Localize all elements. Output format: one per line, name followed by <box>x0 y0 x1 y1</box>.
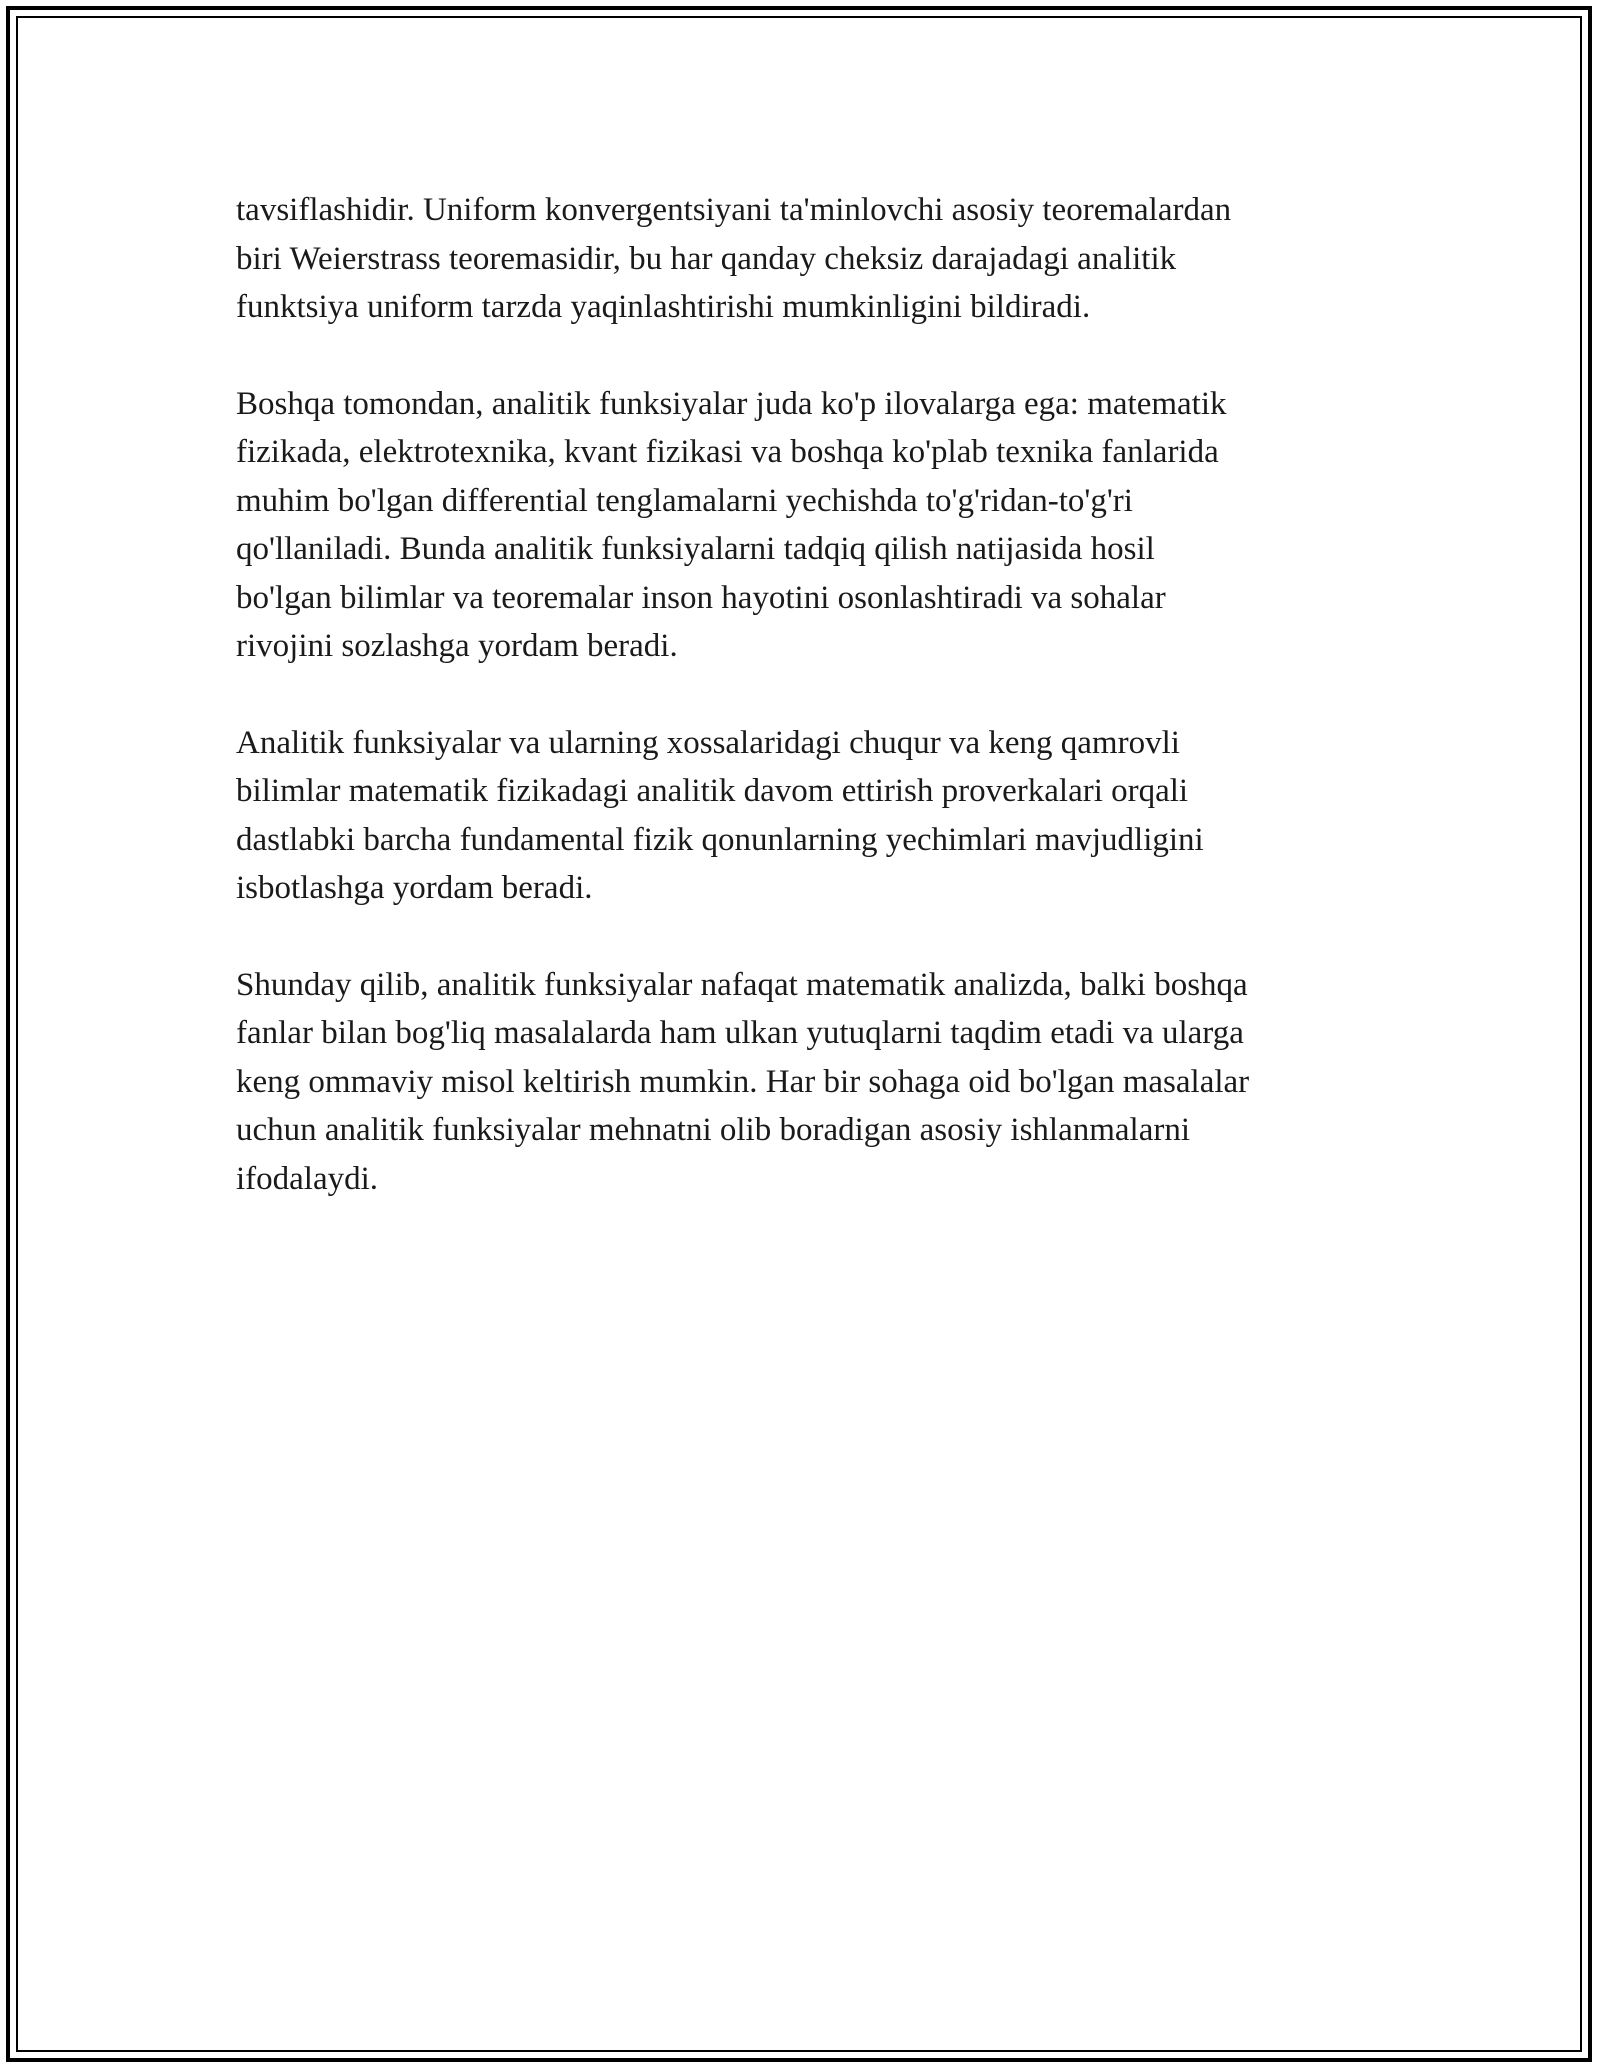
paragraph-1: tavsiflashidir. Uniform konvergentsiyani ta'minlovchi asosiy teoremalardan biri Weierstrass teoremasidir, bu har qanday cheksiz darajadagi analitik funktsiya uniform tarzda yaqinlashtirishi mumkinligini bildiradi. <box>236 192 1232 325</box>
document-body <box>236 186 1376 1251</box>
paragraph-3: Analitik funksiyalar va ularning xossalaridagi chuqur va keng qamrovli bilimlar matematik fizikadagi analitik davom ettirish proverkalari orqali dastlabki barcha fundamental fizik qonunlarning yechimlari mavjudligini isbotlashga yordam beradi. <box>236 724 1204 906</box>
paragraph-4: Shunday qilib, analitik funksiyalar nafaqat matematik analizda, balki boshqa fanlar bilan bog'liq masalalarda ham ulkan yutuqlarni taqdim etadi va ularga keng ommaviy misol keltirish mumkin. Har bir sohaga oid bo'lgan masalalar uchun analitik funksiyalar mehnatni olib boradigan asosiy ishlanmalarni ifodalaydi. <box>236 966 1250 1197</box>
paragraph-2: Boshqa tomondan, analitik funksiyalar juda ko'p ilovalarga ega: matematik fizikada, elektrotexnika, kvant fizikasi va boshqa ko'plab texnika fanlarida muhim bo'lgan differential tenglamalarni yechishda to'g'ridan-to'g'ri qo'llaniladi. Bunda analitik funksiyalarni tadqiq qilish natijasida hosil bo'lgan bilimlar va teoremalar inson hayotini osonlashtiradi va sohalar rivojini sozlashga yordam beradi. <box>236 385 1227 664</box>
